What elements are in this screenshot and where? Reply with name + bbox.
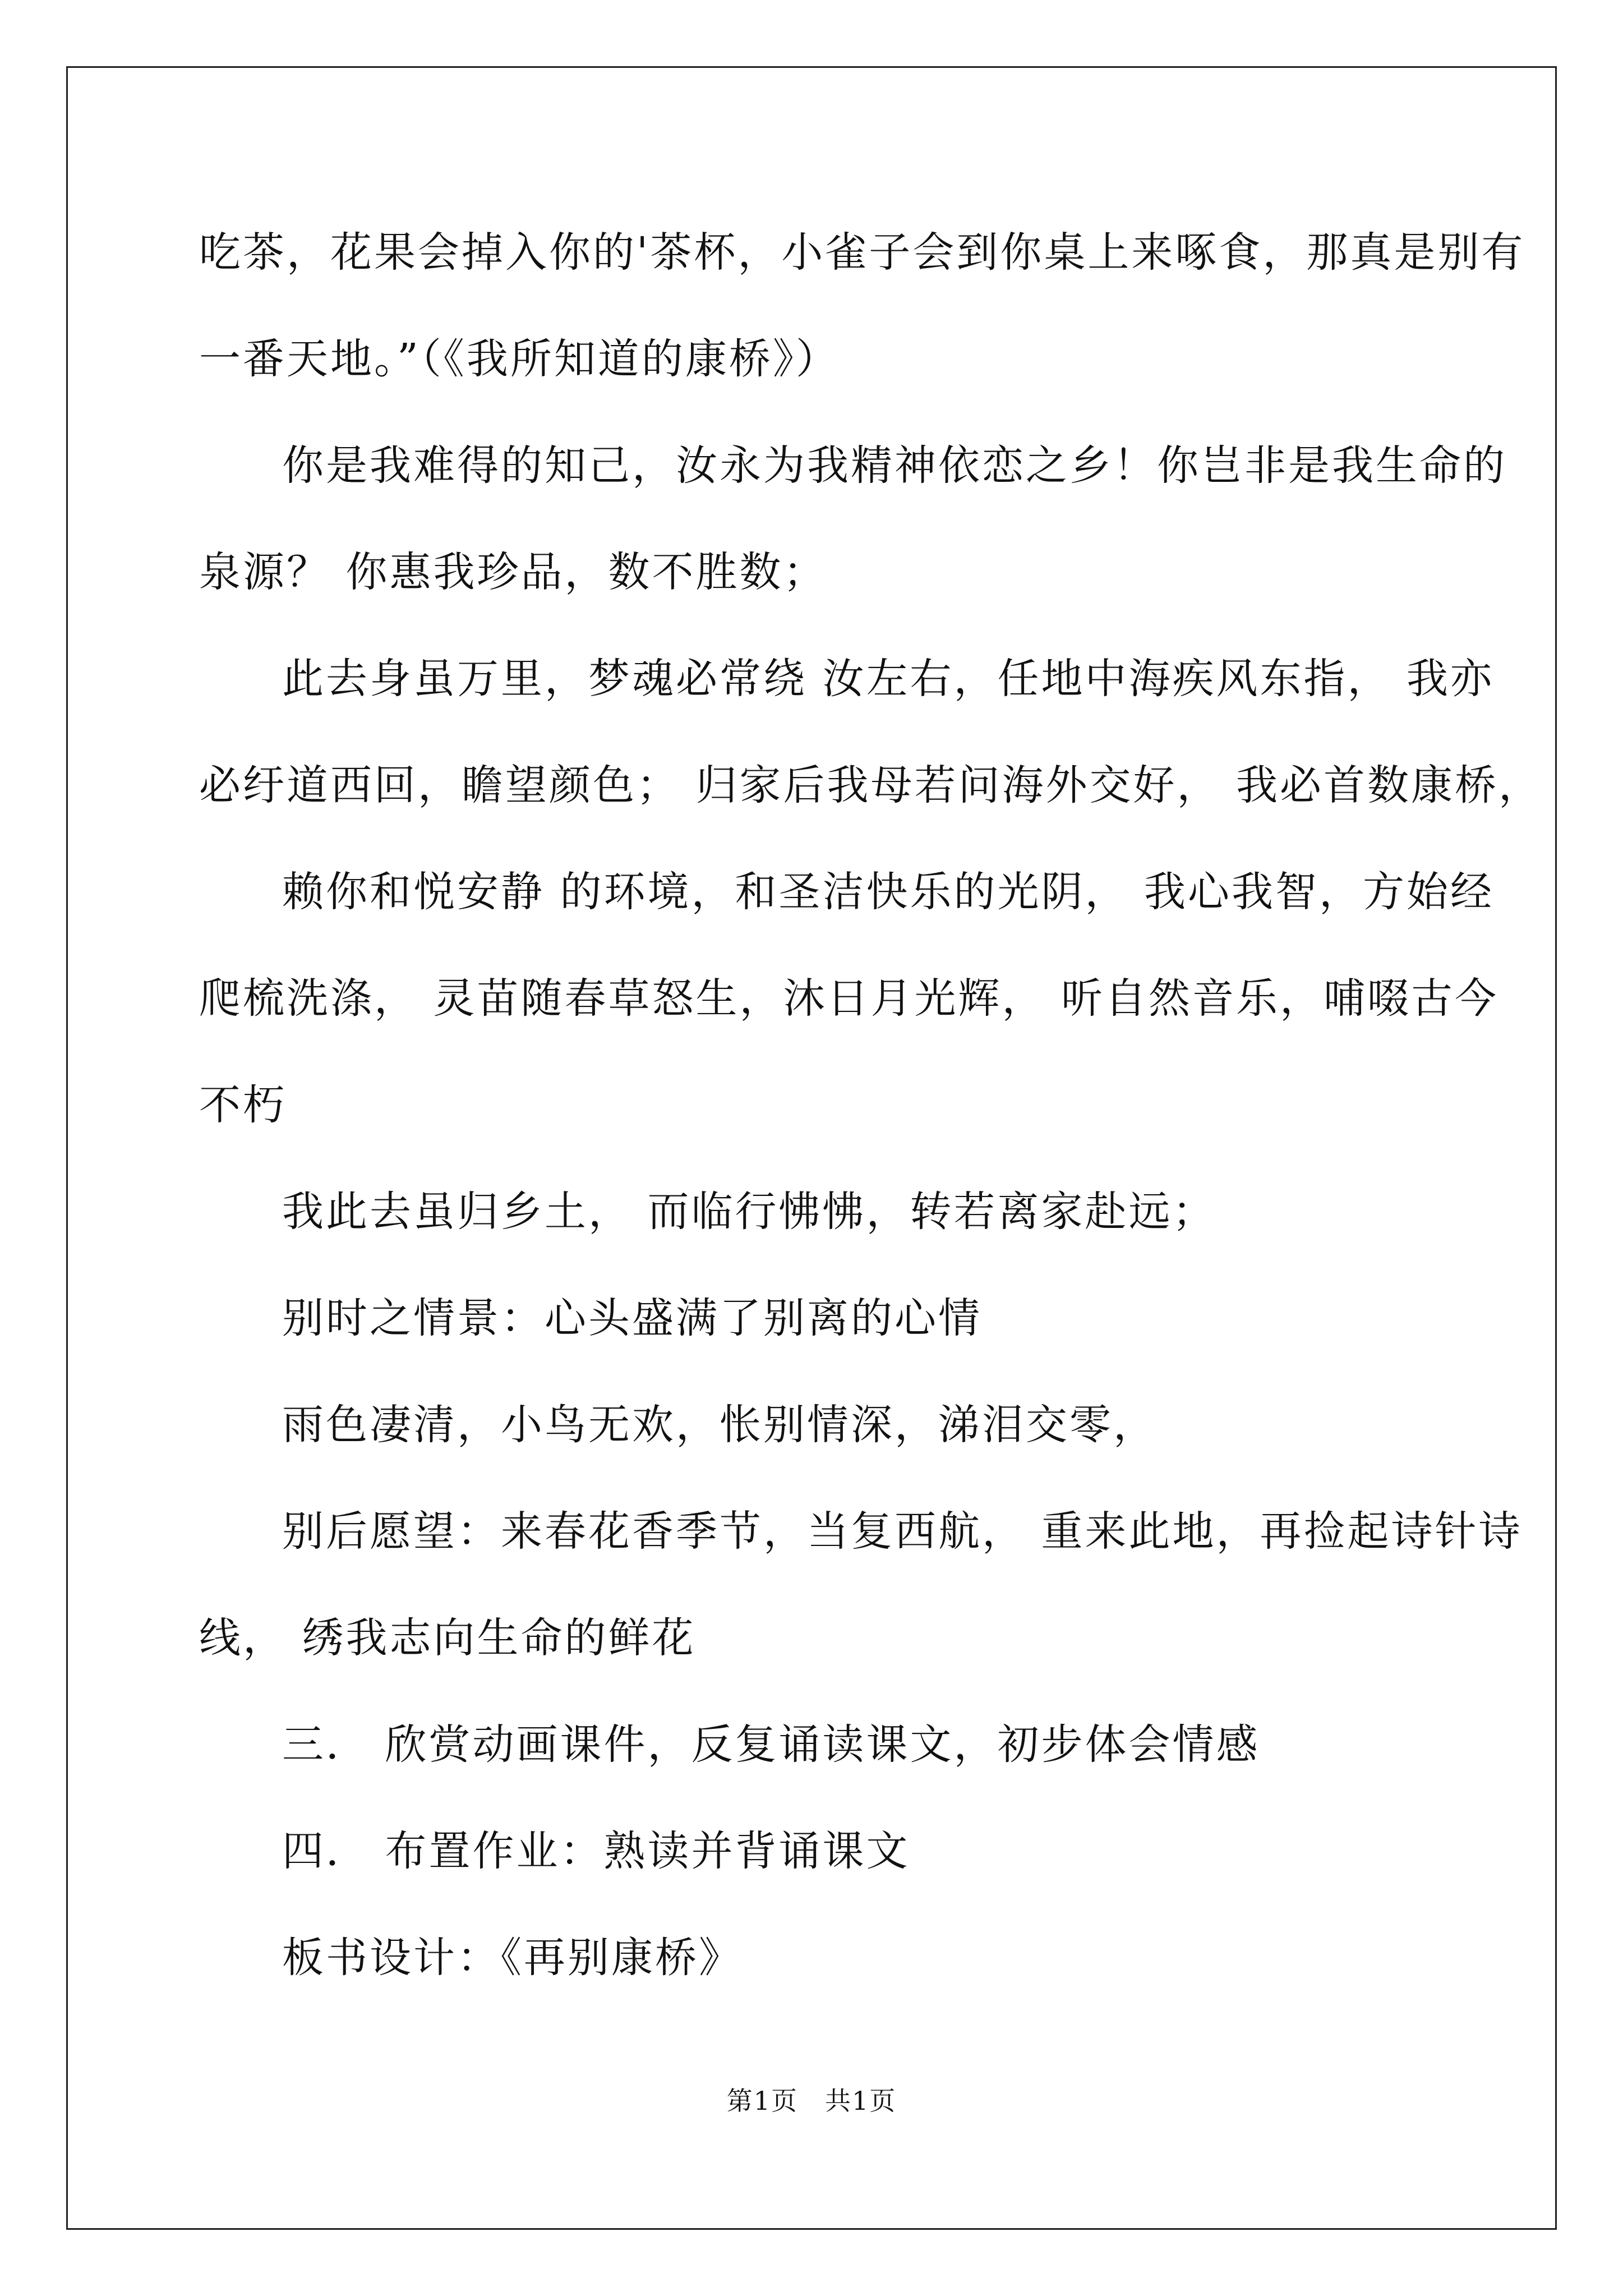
text-line: 我此去虽归乡土， 而临行怫怫，转若离家赴远； xyxy=(282,1188,1216,1236)
page-border xyxy=(66,66,1557,2230)
text-line: 赖你和悦安静 的环境，和圣洁快乐的光阴， 我心我智，方始经 xyxy=(282,868,1495,916)
text-line: 泉源？ 你惠我珍品，数不胜数； xyxy=(199,548,827,596)
text-line: 别后愿望：来春花香季节，当复西航， 重来此地，再捡起诗针诗 xyxy=(282,1507,1523,1556)
text-line: 雨色凄清，小鸟无欢，怅别情深，涕泪交零， xyxy=(282,1401,1157,1449)
text-line: 不朽 xyxy=(199,1081,287,1129)
text-line: 三． 欣赏动画课件，反复诵读课文，初步体会情感 xyxy=(282,1720,1260,1769)
text-line: 板书设计：《再别康桥》 xyxy=(282,1934,743,1982)
text-line: 一番天地。”（《我所知道的康桥》） xyxy=(199,335,840,383)
text-line: 四． 布置作业：熟读并背诵课文 xyxy=(282,1827,910,1875)
text-line: 线， 绣我志向生命的鲜花 xyxy=(199,1614,696,1662)
text-line: 吃茶，花果会掉入你的'茶杯，小雀子会到你桌上来啄食，那真是别有 xyxy=(199,228,1525,277)
page-footer: 第1页 共1页 xyxy=(726,2086,897,2116)
text-line: 此去身虽万里，梦魂必常绕 汝左右，任地中海疾风东指， 我亦 xyxy=(282,655,1495,703)
text-line: 别时之情景：心头盛满了别离的心情 xyxy=(282,1294,982,1342)
text-line: 必纡道西回，瞻望颜色； 归家后我母若问海外交好， 我必首数康桥， xyxy=(199,761,1543,809)
text-line: 你是我难得的知己，汝永为我精神依恋之乡！你岂非是我生命的 xyxy=(282,441,1507,490)
text-line: 爬梳洗涤， 灵苗随春草怒生，沐日月光辉， 听自然音乐，哺啜古今 xyxy=(199,974,1499,1023)
